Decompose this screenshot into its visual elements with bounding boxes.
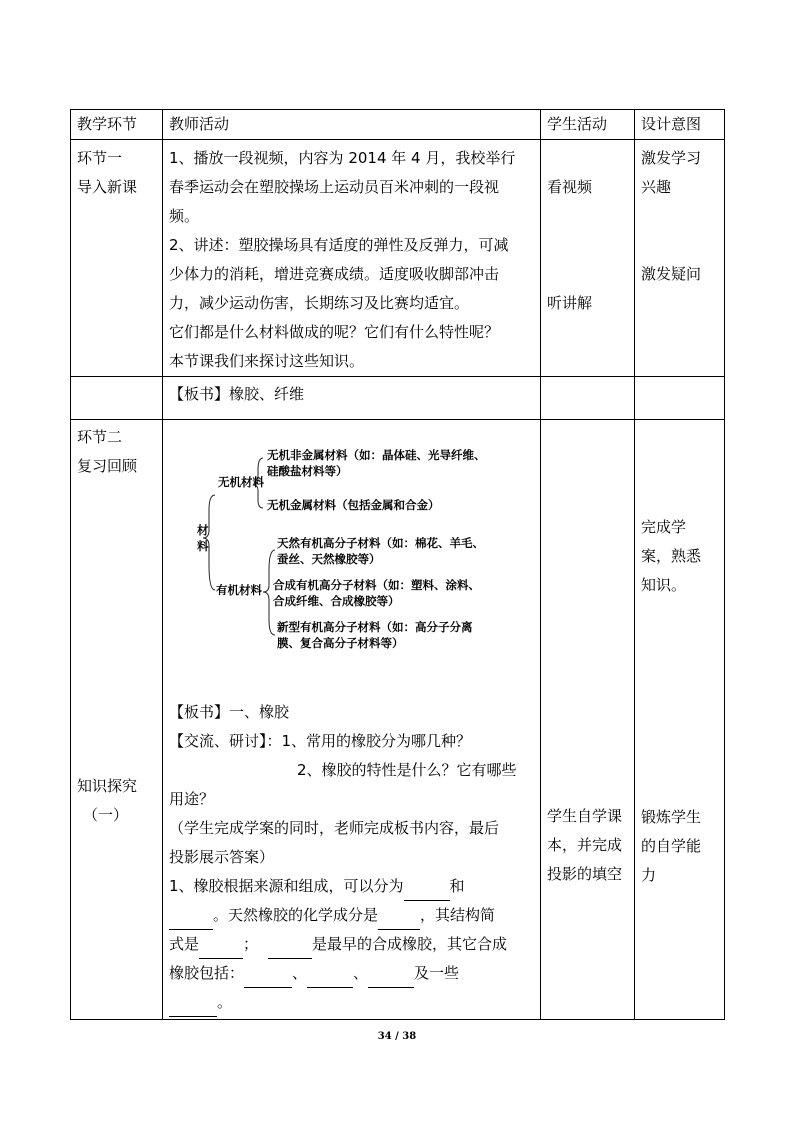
fill-line-5 (169, 988, 534, 1017)
fill-line-1 (169, 872, 534, 901)
teacher-line: 2、讲述：塑胶操场具有适度的弹性及反弹力，可减 (169, 236, 509, 254)
diagram-root-char: 料 (197, 539, 209, 553)
diagram-leaf: 无机非金属材料（如：晶体硅、光导纤维、 (267, 448, 486, 462)
teacher-cell-intro (163, 140, 541, 377)
row-intro (71, 140, 725, 377)
teacher-line: 频。 (169, 207, 200, 225)
fill-text: 和 (449, 877, 465, 895)
teacher-cell-review (163, 420, 541, 1020)
fill-text: 、 (292, 964, 308, 982)
diagram-leaf: 无机金属材料（包括金属和合金） (267, 498, 440, 512)
intent-line: 激发学习 (641, 149, 702, 167)
fill-text: 1、橡胶根据来源和组成，可以分为 (169, 877, 404, 895)
fill-line-3 (169, 930, 534, 959)
diagram-root-char: 材 (197, 523, 209, 537)
header-student: 学生活动 (541, 110, 635, 140)
diagram-leaf: 新型有机高分子材料（如：高分子分离 (277, 620, 473, 634)
diagram-leaf: 合成有机高分子材料（如：塑料、涂料、 (273, 578, 480, 592)
stage-cell-intro (71, 140, 163, 377)
question-1: 1、常用的橡胶分为哪几种？ (281, 732, 472, 750)
student-activity: 学生自学课 (547, 807, 623, 825)
teacher-line: 力，减少运动伤害，长期练习及比赛均适宜。 (169, 294, 470, 312)
fill-blank (268, 940, 312, 959)
intent-line: 完成学 (641, 518, 687, 536)
discussion-label: 【交流、研讨】： (169, 732, 282, 750)
stage-cell-empty (71, 377, 163, 420)
board-note: 【板书】一、橡胶 (169, 703, 290, 721)
stage-subtitle: （一） (83, 806, 129, 824)
fill-text: 橡胶包括： (169, 964, 245, 982)
intent-line: 激发疑问 (641, 265, 702, 283)
diagram-leaf: 合成纤维、合成橡胶等） (273, 594, 400, 608)
row-review (71, 420, 725, 1020)
diagram-leaf: 天然有机高分子材料（如：棉花、羊毛、 (277, 536, 484, 550)
fill-text: 及一些 (414, 964, 460, 982)
fill-blank (199, 940, 243, 959)
fill-line-4 (169, 959, 534, 988)
fill-blank (169, 911, 213, 930)
stage-label: 环节一 (77, 149, 123, 167)
diagram-leaf: 硅酸盐材料等） (267, 464, 348, 478)
student-cell-intro (541, 140, 635, 377)
fill-blank (404, 882, 450, 901)
student-activity: 本，并完成 (547, 836, 623, 854)
intent-line: 案，熟悉 (641, 547, 702, 565)
fill-blank (244, 969, 292, 988)
fill-text: 是最早的合成橡胶，其它合成 (312, 935, 508, 953)
stage-label: 环节二 (77, 428, 123, 446)
intent-cell-intro (635, 140, 725, 377)
fill-blank (169, 998, 217, 1017)
note-line: （学生完成学案的同时，老师完成板书内容，最后 (169, 819, 500, 837)
header-stage: 教学环节 (71, 110, 163, 140)
stage-title: 知识探究 (77, 777, 138, 795)
board-note: 【板书】橡胶、纤维 (169, 385, 305, 403)
page-number: 34 / 38 (377, 1031, 417, 1042)
teacher-line: 少体力的消耗，增进竞赛成绩。适度吸收脚部冲击 (169, 265, 500, 283)
intent-cell-empty (635, 377, 725, 420)
header-intent: 设计意图 (635, 110, 725, 140)
teacher-line: 本节课我们来探讨这些知识。 (169, 352, 365, 370)
fill-text: 。 (217, 993, 233, 1011)
materials-classification-diagram (163, 420, 534, 688)
teacher-line: 1、播放一段视频，内容为 2014 年 4 月，我校举行 (169, 149, 516, 167)
discussion-line (169, 727, 534, 756)
fill-blank (307, 969, 353, 988)
row-board (71, 377, 725, 420)
stage-title: 导入新课 (77, 178, 138, 196)
fill-text: ； (243, 935, 259, 953)
fill-text: ，其结构简 (420, 906, 496, 924)
intent-line: 知识。 (641, 576, 687, 594)
question-2-cont: 用途？ (169, 790, 215, 808)
student-activity: 投影的填空 (547, 865, 623, 883)
student-activity: 看视频 (547, 178, 593, 196)
diagram-node-organic: 有机材料 (216, 583, 262, 597)
teacher-line: 它们都是什么材料做成的呢？它们有什么特性呢？ (169, 323, 500, 341)
board-cell (163, 377, 541, 420)
header-row (71, 110, 725, 140)
header-teacher: 教师活动 (163, 110, 541, 140)
intent-line: 的自学能 (641, 837, 702, 855)
stage-cell-review (71, 420, 163, 1020)
lesson-plan-table (70, 109, 725, 1020)
student-cell-empty (541, 377, 635, 420)
intent-cell-review (635, 420, 725, 1020)
question-2: 2、橡胶的特性是什么？它有哪些 (297, 761, 517, 779)
diagram-node-inorganic: 无机材料 (218, 475, 264, 489)
intent-line: 兴趣 (641, 178, 672, 196)
fill-text: 、 (353, 964, 369, 982)
fill-text: 。天然橡胶的化学成分是 (213, 906, 379, 924)
intent-line: 力 (641, 866, 657, 884)
student-activity: 听讲解 (547, 294, 593, 312)
student-cell-review (541, 420, 635, 1020)
fill-line-2 (169, 901, 534, 930)
stage-title: 复习回顾 (77, 457, 138, 475)
intent-line: 锻炼学生 (641, 808, 702, 826)
teacher-line: 春季运动会在塑胶操场上运动员百米冲刺的一段视 (169, 178, 500, 196)
diagram-leaf: 蚕丝、天然橡胶等） (277, 552, 381, 566)
fill-blank (378, 911, 420, 930)
diagram-leaf: 膜、复合高分子材料等） (277, 636, 404, 650)
fill-blank (368, 969, 414, 988)
note-line: 投影展示答案） (169, 848, 275, 866)
fill-text: 式是 (169, 935, 200, 953)
